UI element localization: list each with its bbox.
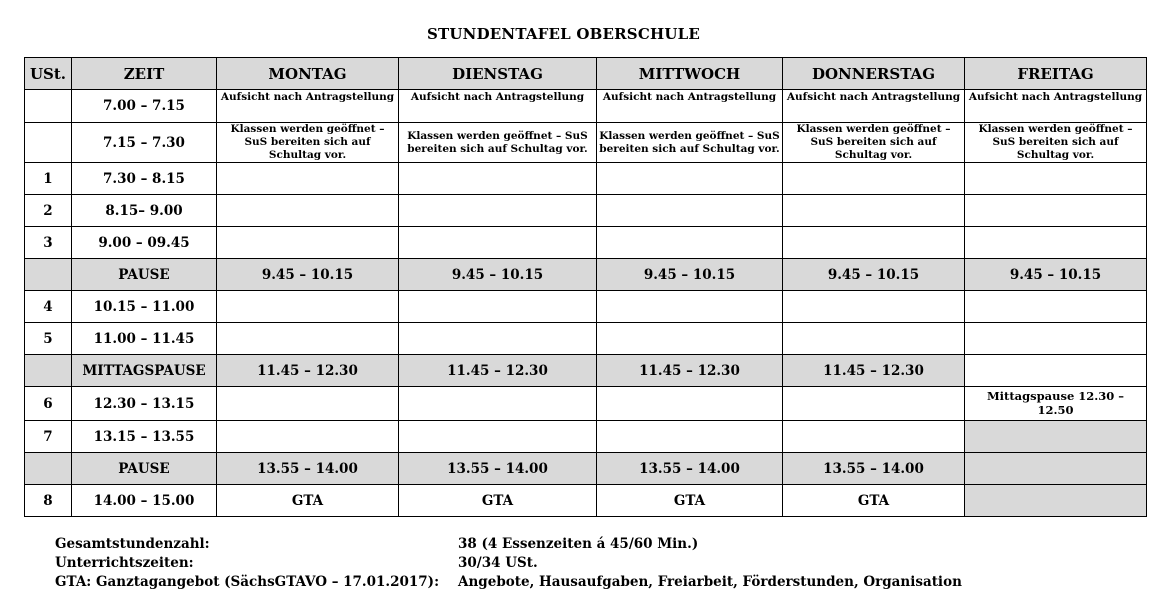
zeit-cell: 12.30 – 13.15 — [72, 387, 217, 421]
schedule-cell — [783, 163, 965, 195]
header-donnerstag: DONNERSTAG — [783, 58, 965, 90]
ust-cell: 2 — [25, 195, 72, 227]
page-title: STUNDENTAFEL OBERSCHULE — [426, 25, 701, 43]
schedule-cell: Aufsicht nach Antragstellung — [217, 90, 399, 123]
schedule-cell: Aufsicht nach Antragstellung — [965, 90, 1147, 123]
schedule-cell — [217, 387, 399, 421]
zeit-cell: 7.00 – 7.15 — [72, 90, 217, 123]
ust-cell: 6 — [25, 387, 72, 421]
table-row — [25, 485, 1147, 517]
schedule-cell — [965, 227, 1147, 259]
gta-cell: GTA — [217, 485, 399, 517]
schedule-cell — [783, 195, 965, 227]
header-row — [25, 58, 1147, 90]
pause-cell: 9.45 – 10.15 — [217, 259, 399, 291]
schedule-cell — [965, 163, 1147, 195]
header-montag: MONTAG — [217, 58, 399, 90]
schedule-cell — [783, 323, 965, 355]
schedule-cell — [217, 195, 399, 227]
pause-cell: 13.55 – 14.00 — [399, 453, 597, 485]
schedule-cell — [965, 421, 1147, 453]
ust-cell: 5 — [25, 323, 72, 355]
ust-cell: 7 — [25, 421, 72, 453]
header-ust: USt. — [25, 58, 72, 90]
footer-label: Unterrichtszeiten: — [55, 555, 194, 571]
schedule-cell — [399, 291, 597, 323]
schedule-cell — [217, 163, 399, 195]
schedule-cell — [965, 195, 1147, 227]
zeit-cell: PAUSE — [72, 259, 217, 291]
pause-cell: 9.45 – 10.15 — [597, 259, 783, 291]
schedule-cell — [597, 387, 783, 421]
schedule-cell: Aufsicht nach Antragstellung — [783, 90, 965, 123]
schedule-cell — [399, 387, 597, 421]
ust-cell — [25, 453, 72, 485]
footer-label: Gesamtstundenzahl: — [55, 536, 210, 552]
schedule-cell — [597, 323, 783, 355]
pause-cell: 11.45 – 12.30 — [597, 355, 783, 387]
schedule-cell: Aufsicht nach Antragstellung — [597, 90, 783, 123]
ust-cell — [25, 90, 72, 123]
ust-cell: 4 — [25, 291, 72, 323]
footer-label: GTA: Ganztagangebot (SächsGTAVO – 17.01.2017): — [55, 574, 440, 590]
schedule-cell — [965, 323, 1147, 355]
table-row — [25, 123, 1147, 163]
pause-cell: 9.45 – 10.15 — [783, 259, 965, 291]
schedule-cell — [783, 227, 965, 259]
pause-cell: 9.45 – 10.15 — [399, 259, 597, 291]
ust-cell — [25, 123, 72, 163]
zeit-cell: 7.30 – 8.15 — [72, 163, 217, 195]
header-mittwoch: MITTWOCH — [597, 58, 783, 90]
schedule-cell: Klassen werden geöffnet – SuS bereiten sich auf Schultag vor. — [783, 123, 965, 163]
zeit-cell: 9.00 – 09.45 — [72, 227, 217, 259]
schedule-cell — [399, 163, 597, 195]
table-row — [25, 421, 1147, 453]
schedule-cell — [597, 227, 783, 259]
schedule-cell: Klassen werden geöffnet – SuS bereiten sich auf Schultag vor. — [399, 123, 597, 163]
schedule-cell: Klassen werden geöffnet – SuS bereiten sich auf Schultag vor. — [217, 123, 399, 163]
schedule-cell — [217, 291, 399, 323]
zeit-cell: 11.00 – 11.45 — [72, 323, 217, 355]
schedule-cell — [399, 195, 597, 227]
schedule-cell: Aufsicht nach Antragstellung — [399, 90, 597, 123]
schedule-cell: Klassen werden geöffnet – SuS bereiten sich auf Schultag vor. — [965, 123, 1147, 163]
zeit-cell: PAUSE — [72, 453, 217, 485]
schedule-cell — [965, 485, 1147, 517]
table-row — [25, 291, 1147, 323]
freitag-mittagspause-cell: Mittagspause 12.30 – 12.50 — [965, 387, 1147, 421]
zeit-cell: 13.15 – 13.55 — [72, 421, 217, 453]
header-dienstag: DIENSTAG — [399, 58, 597, 90]
pause-cell — [965, 453, 1147, 485]
pause-row — [25, 259, 1147, 291]
header-zeit: ZEIT — [72, 58, 217, 90]
pause-cell: 13.55 – 14.00 — [597, 453, 783, 485]
schedule-cell — [965, 291, 1147, 323]
ust-cell: 3 — [25, 227, 72, 259]
zeit-cell: 8.15– 9.00 — [72, 195, 217, 227]
footer-value: 38 (4 Essenzeiten á 45/60 Min.) — [458, 536, 699, 552]
schedule-cell — [217, 227, 399, 259]
table-row — [25, 227, 1147, 259]
schedule-cell — [597, 195, 783, 227]
schedule-cell — [783, 387, 965, 421]
table-row — [25, 163, 1147, 195]
ust-cell: 1 — [25, 163, 72, 195]
schedule-cell — [597, 163, 783, 195]
mittagspause-row — [25, 355, 1147, 387]
zeit-cell: MITTAGSPAUSE — [72, 355, 217, 387]
pause-row — [25, 453, 1147, 485]
ust-cell — [25, 259, 72, 291]
schedule-cell — [217, 421, 399, 453]
zeit-cell: 10.15 – 11.00 — [72, 291, 217, 323]
zeit-cell: 7.15 – 7.30 — [72, 123, 217, 163]
pause-cell: 9.45 – 10.15 — [965, 259, 1147, 291]
schedule-cell — [399, 421, 597, 453]
schedule-cell — [597, 291, 783, 323]
ust-cell — [25, 355, 72, 387]
schedule-cell — [783, 291, 965, 323]
footer-value: 30/34 USt. — [458, 555, 538, 571]
pause-cell: 13.55 – 14.00 — [783, 453, 965, 485]
table-row — [25, 387, 1147, 421]
pause-cell: 11.45 – 12.30 — [217, 355, 399, 387]
pause-cell: 11.45 – 12.30 — [783, 355, 965, 387]
zeit-cell: 14.00 – 15.00 — [72, 485, 217, 517]
gta-cell: GTA — [783, 485, 965, 517]
ust-cell: 8 — [25, 485, 72, 517]
pause-cell: 13.55 – 14.00 — [217, 453, 399, 485]
schedule-cell — [965, 355, 1147, 387]
table-row — [25, 90, 1147, 123]
table-row — [25, 195, 1147, 227]
schedule-cell — [783, 421, 965, 453]
schedule-cell — [399, 227, 597, 259]
schedule-cell — [217, 323, 399, 355]
schedule-cell — [399, 323, 597, 355]
footer-value: Angebote, Hausaufgaben, Freiarbeit, Förderstunden, Organisation — [458, 574, 962, 590]
gta-cell: GTA — [399, 485, 597, 517]
schedule-cell: Klassen werden geöffnet – SuS bereiten sich auf Schultag vor. — [597, 123, 783, 163]
table-row — [25, 323, 1147, 355]
gta-cell: GTA — [597, 485, 783, 517]
pause-cell: 11.45 – 12.30 — [399, 355, 597, 387]
schedule-cell — [597, 421, 783, 453]
header-freitag: FREITAG — [965, 58, 1147, 90]
timetable — [24, 57, 1147, 517]
